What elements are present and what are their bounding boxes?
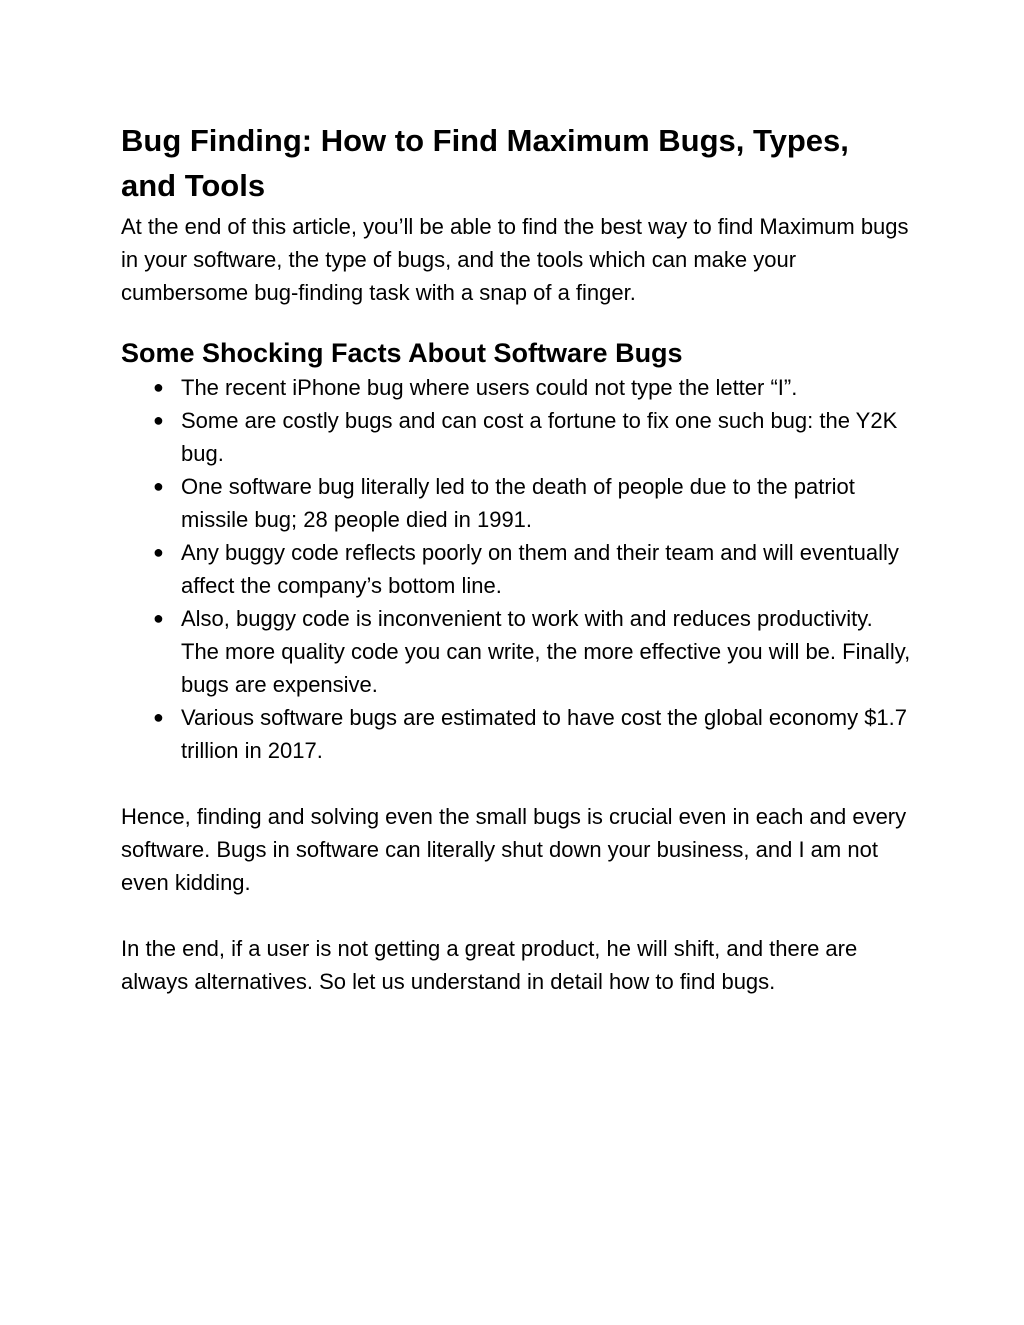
list-item bbox=[121, 536, 911, 602]
list-item-text: The recent iPhone bug where users could not type the letter “I”. bbox=[181, 375, 798, 400]
bullet-icon: ● bbox=[153, 476, 164, 496]
section-heading: Some Shocking Facts About Software Bugs bbox=[121, 338, 683, 368]
list-item bbox=[121, 701, 911, 767]
document-page bbox=[121, 118, 911, 998]
list-item bbox=[121, 404, 911, 470]
list-item-text: Some are costly bugs and can cost a fortune to fix one such bug: the Y2K bug. bbox=[181, 408, 898, 466]
bullet-icon: ● bbox=[153, 707, 164, 727]
list-item bbox=[121, 371, 911, 404]
document-title: Bug Finding: How to Find Maximum Bugs, Types, and Tools bbox=[121, 123, 849, 203]
list-item bbox=[121, 470, 911, 536]
list-item-text: One software bug literally led to the death of people due to the patriot missile bug; 28 people died in 1991. bbox=[181, 474, 855, 532]
bullet-icon: ● bbox=[153, 377, 164, 397]
facts-list bbox=[121, 371, 911, 767]
body-paragraph-2: In the end, if a user is not getting a great product, he will shift, and there are always alternatives. So let us understand in detail how to find bugs. bbox=[121, 936, 858, 994]
list-item-text: Various software bugs are estimated to have cost the global economy $1.7 trillion in 2017. bbox=[181, 705, 908, 763]
bullet-icon: ● bbox=[153, 542, 164, 562]
list-item-text: Also, buggy code is inconvenient to work with and reduces productivity. The more quality code you can write, the more effective you will be. Finally, bugs are expensive. bbox=[181, 606, 911, 697]
bullet-icon: ● bbox=[153, 608, 164, 628]
list-item bbox=[121, 602, 911, 701]
list-item-text: Any buggy code reflects poorly on them and their team and will eventually affect the company’s bottom line. bbox=[181, 540, 899, 598]
bullet-icon: ● bbox=[153, 410, 164, 430]
intro-paragraph: At the end of this article, you’ll be able to find the best way to find Maximum bugs in your software, the type of bugs, and the tools which can make your cumbersome bug-finding task with a snap of a finger. bbox=[121, 214, 909, 305]
body-paragraph-1: Hence, finding and solving even the small bugs is crucial even in each and every software. Bugs in software can literally shut down your business, and I am not even kidding. bbox=[121, 804, 907, 895]
